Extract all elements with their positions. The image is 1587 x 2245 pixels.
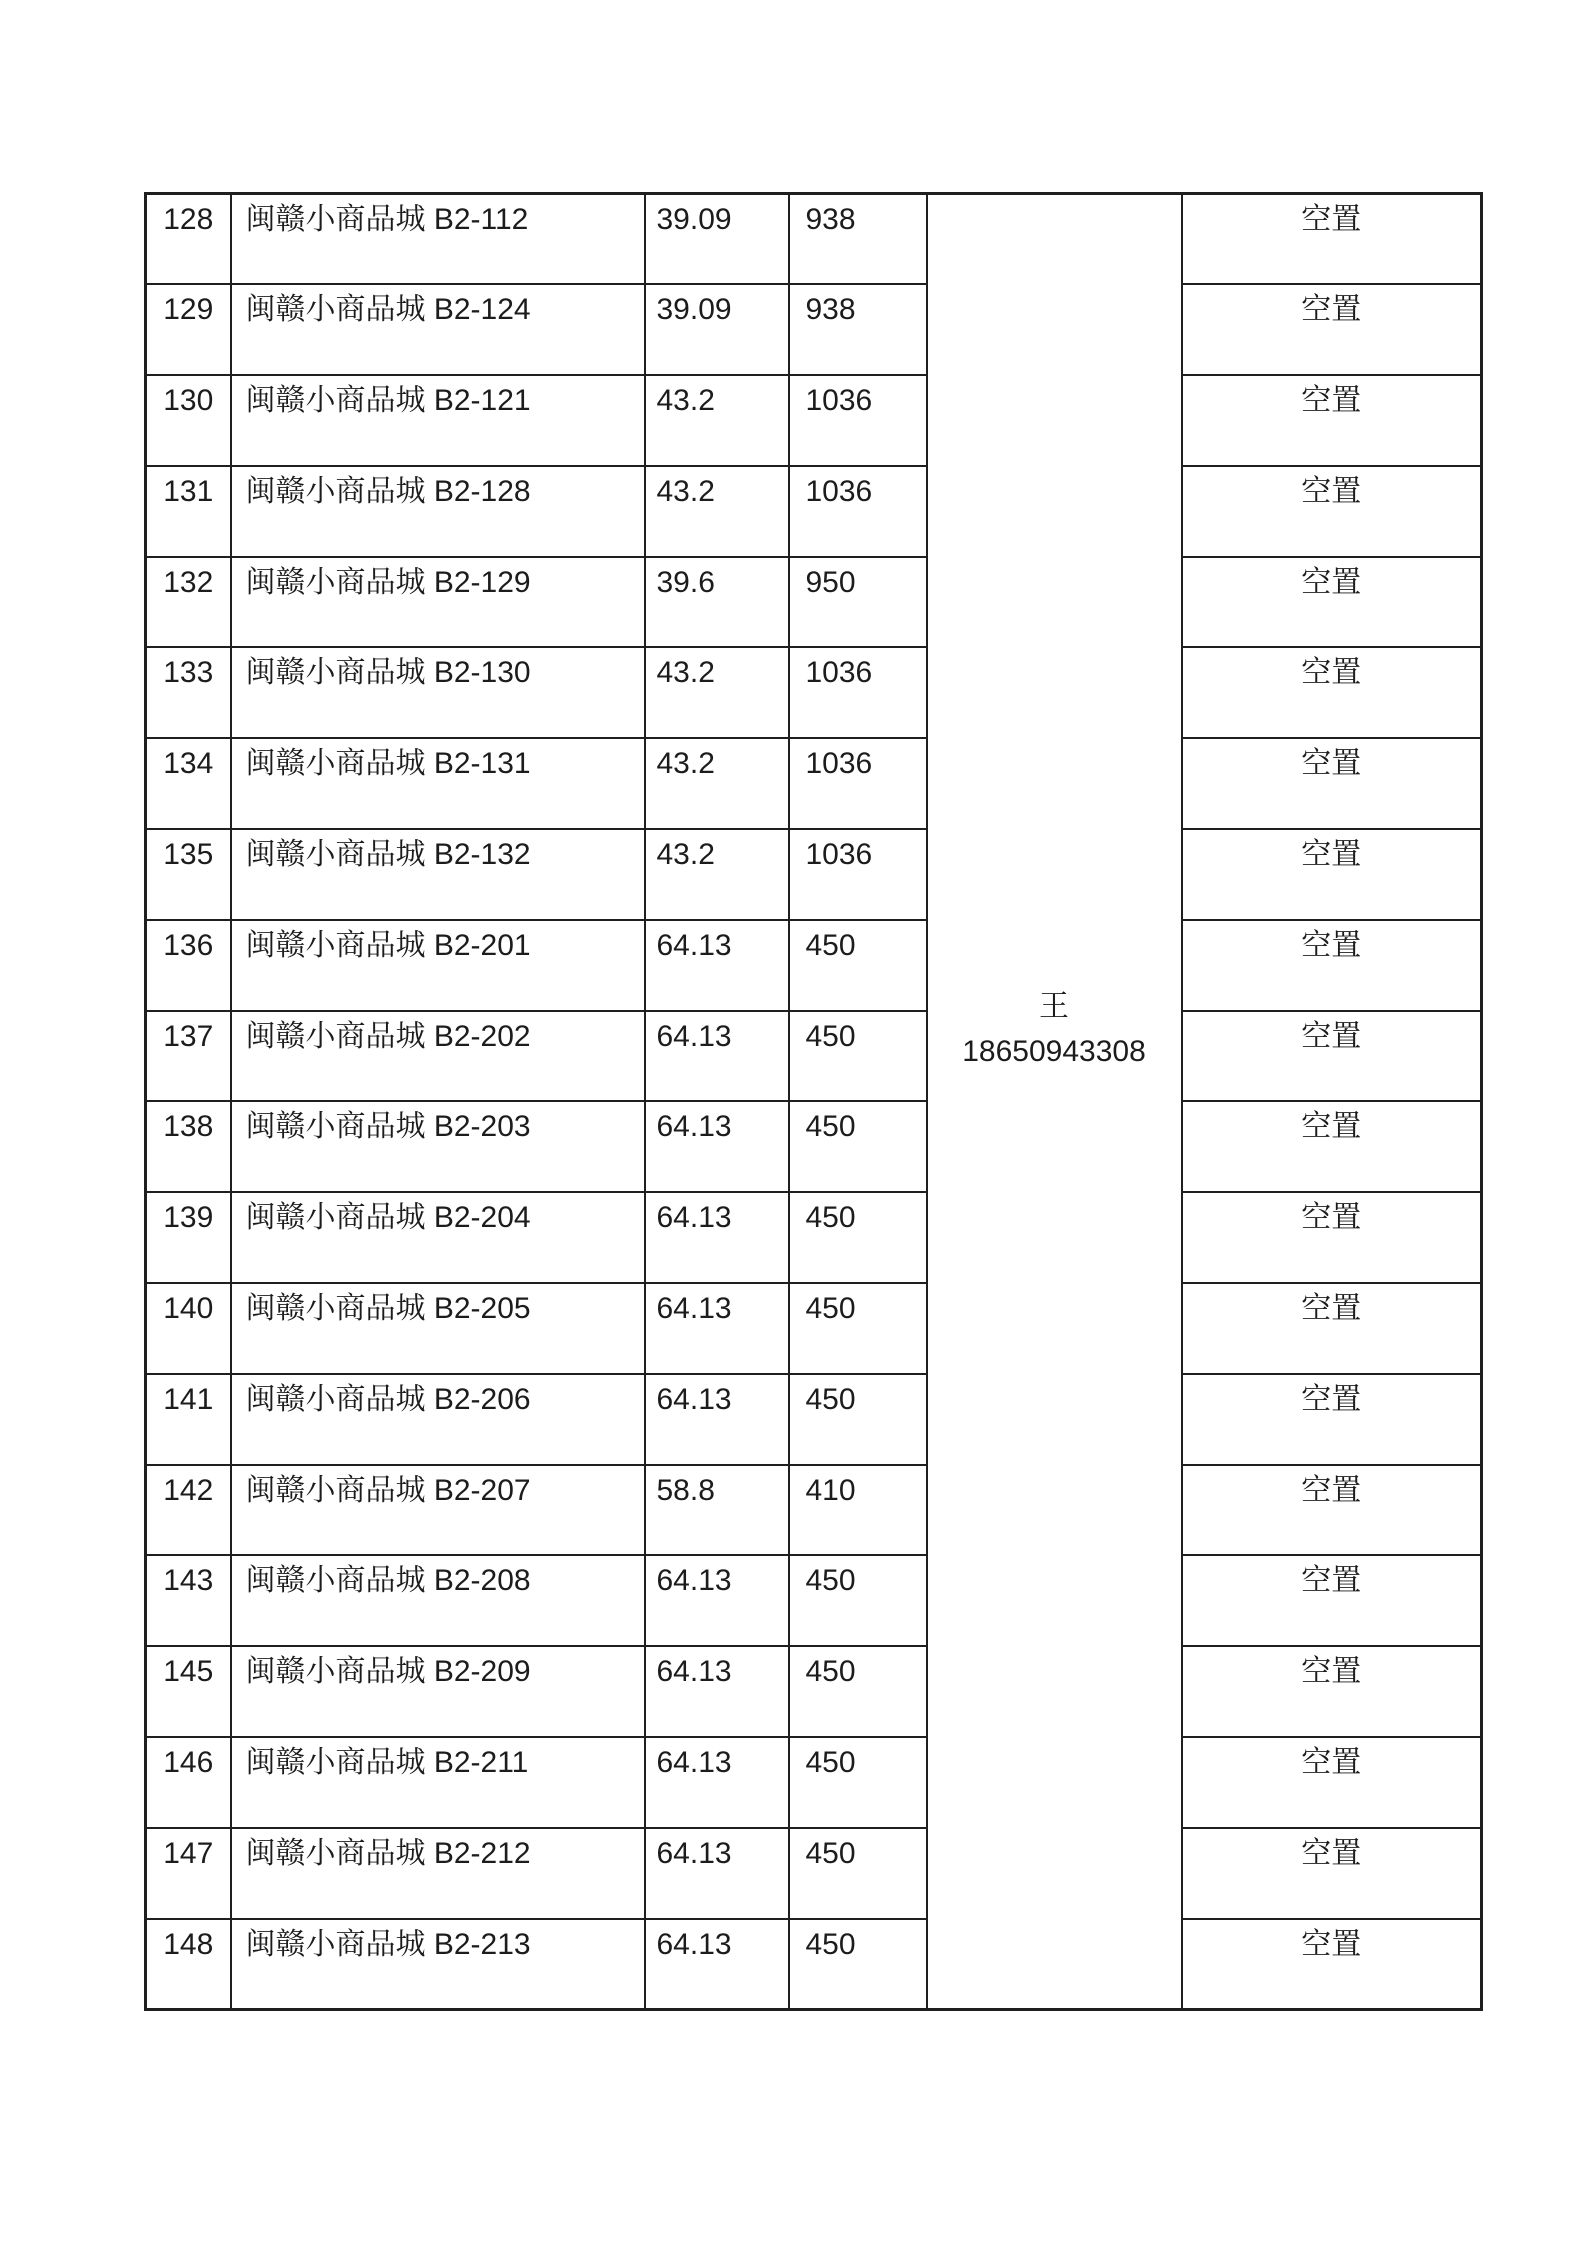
cell-status: 空置	[1182, 1646, 1482, 1737]
cell-property-name: 闽赣小商品城 B2-128	[231, 466, 645, 557]
table-row	[146, 1011, 1482, 1102]
table-row	[146, 194, 1482, 285]
cell-price: 450	[789, 1646, 927, 1737]
cell-status: 空置	[1182, 1828, 1482, 1919]
cell-status: 空置	[1182, 375, 1482, 466]
contact-block	[928, 984, 1181, 1074]
cell-area: 43.2	[645, 738, 789, 829]
cell-price: 450	[789, 1919, 927, 2010]
cell-row-number: 128	[146, 194, 231, 285]
cell-row-number: 140	[146, 1283, 231, 1374]
cell-row-number: 129	[146, 284, 231, 375]
cell-price: 950	[789, 557, 927, 648]
cell-property-name: 闽赣小商品城 B2-132	[231, 829, 645, 920]
cell-row-number: 143	[146, 1555, 231, 1646]
cell-row-number: 137	[146, 1011, 231, 1102]
cell-area: 64.13	[645, 1828, 789, 1919]
cell-status: 空置	[1182, 647, 1482, 738]
cell-property-name: 闽赣小商品城 B2-206	[231, 1374, 645, 1465]
table-row	[146, 829, 1482, 920]
cell-status: 空置	[1182, 829, 1482, 920]
cell-price: 450	[789, 1011, 927, 1102]
cell-area: 64.13	[645, 1011, 789, 1102]
cell-status: 空置	[1182, 194, 1482, 285]
cell-area: 39.09	[645, 194, 789, 285]
cell-status: 空置	[1182, 1374, 1482, 1465]
cell-row-number: 138	[146, 1101, 231, 1192]
cell-price: 938	[789, 194, 927, 285]
cell-price: 410	[789, 1465, 927, 1556]
cell-row-number: 135	[146, 829, 231, 920]
cell-property-name: 闽赣小商品城 B2-207	[231, 1465, 645, 1556]
cell-area: 43.2	[645, 375, 789, 466]
cell-area: 64.13	[645, 1555, 789, 1646]
cell-area: 39.09	[645, 284, 789, 375]
table-row	[146, 375, 1482, 466]
table-row	[146, 1737, 1482, 1828]
cell-price: 450	[789, 1283, 927, 1374]
cell-price: 1036	[789, 466, 927, 557]
cell-property-name: 闽赣小商品城 B2-131	[231, 738, 645, 829]
cell-row-number: 132	[146, 557, 231, 648]
table-row	[146, 1101, 1482, 1192]
cell-row-number: 141	[146, 1374, 231, 1465]
cell-price: 1036	[789, 738, 927, 829]
cell-contact-merged	[927, 194, 1182, 2010]
cell-row-number: 133	[146, 647, 231, 738]
cell-row-number: 145	[146, 1646, 231, 1737]
cell-property-name: 闽赣小商品城 B2-130	[231, 647, 645, 738]
cell-price: 450	[789, 1737, 927, 1828]
cell-status: 空置	[1182, 284, 1482, 375]
cell-row-number: 131	[146, 466, 231, 557]
cell-area: 64.13	[645, 1374, 789, 1465]
cell-area: 58.8	[645, 1465, 789, 1556]
table-row	[146, 557, 1482, 648]
cell-property-name: 闽赣小商品城 B2-129	[231, 557, 645, 648]
table-row	[146, 920, 1482, 1011]
cell-property-name: 闽赣小商品城 B2-124	[231, 284, 645, 375]
cell-row-number: 130	[146, 375, 231, 466]
cell-row-number: 146	[146, 1737, 231, 1828]
cell-status: 空置	[1182, 1011, 1482, 1102]
property-vacancy-table	[144, 192, 1483, 2011]
cell-status: 空置	[1182, 1101, 1482, 1192]
table-row	[146, 466, 1482, 557]
table-row	[146, 1465, 1482, 1556]
cell-property-name: 闽赣小商品城 B2-209	[231, 1646, 645, 1737]
cell-row-number: 134	[146, 738, 231, 829]
cell-area: 64.13	[645, 1283, 789, 1374]
cell-property-name: 闽赣小商品城 B2-201	[231, 920, 645, 1011]
cell-row-number: 139	[146, 1192, 231, 1283]
table-row	[146, 1192, 1482, 1283]
cell-property-name: 闽赣小商品城 B2-203	[231, 1101, 645, 1192]
table-row	[146, 1374, 1482, 1465]
cell-price: 1036	[789, 829, 927, 920]
table-row	[146, 1919, 1482, 2010]
cell-price: 450	[789, 1555, 927, 1646]
cell-area: 64.13	[645, 920, 789, 1011]
table-row	[146, 1646, 1482, 1737]
cell-row-number: 136	[146, 920, 231, 1011]
cell-row-number: 142	[146, 1465, 231, 1556]
cell-area: 64.13	[645, 1192, 789, 1283]
cell-area: 43.2	[645, 466, 789, 557]
cell-property-name: 闽赣小商品城 B2-204	[231, 1192, 645, 1283]
cell-status: 空置	[1182, 1192, 1482, 1283]
cell-status: 空置	[1182, 1737, 1482, 1828]
cell-property-name: 闽赣小商品城 B2-211	[231, 1737, 645, 1828]
cell-area: 64.13	[645, 1737, 789, 1828]
table-body	[146, 194, 1482, 2010]
cell-area: 64.13	[645, 1646, 789, 1737]
cell-price: 938	[789, 284, 927, 375]
cell-property-name: 闽赣小商品城 B2-112	[231, 194, 645, 285]
cell-price: 450	[789, 920, 927, 1011]
table-row	[146, 738, 1482, 829]
table-row	[146, 1828, 1482, 1919]
cell-price: 450	[789, 1192, 927, 1283]
cell-status: 空置	[1182, 557, 1482, 648]
cell-row-number: 147	[146, 1828, 231, 1919]
table-row	[146, 284, 1482, 375]
cell-status: 空置	[1182, 920, 1482, 1011]
cell-status: 空置	[1182, 738, 1482, 829]
cell-area: 43.2	[645, 829, 789, 920]
table-row	[146, 1555, 1482, 1646]
table-row	[146, 1283, 1482, 1374]
cell-property-name: 闽赣小商品城 B2-121	[231, 375, 645, 466]
cell-status: 空置	[1182, 1919, 1482, 2010]
cell-property-name: 闽赣小商品城 B2-208	[231, 1555, 645, 1646]
cell-property-name: 闽赣小商品城 B2-205	[231, 1283, 645, 1374]
cell-price: 450	[789, 1374, 927, 1465]
cell-area: 64.13	[645, 1919, 789, 2010]
cell-area: 64.13	[645, 1101, 789, 1192]
contact-phone: 18650943308	[962, 1035, 1146, 1069]
cell-price: 1036	[789, 375, 927, 466]
cell-status: 空置	[1182, 1465, 1482, 1556]
cell-row-number: 148	[146, 1919, 231, 2010]
contact-name: 王	[1039, 990, 1069, 1024]
cell-price: 1036	[789, 647, 927, 738]
cell-price: 450	[789, 1101, 927, 1192]
cell-property-name: 闽赣小商品城 B2-212	[231, 1828, 645, 1919]
table-row	[146, 647, 1482, 738]
cell-status: 空置	[1182, 1283, 1482, 1374]
cell-status: 空置	[1182, 466, 1482, 557]
cell-price: 450	[789, 1828, 927, 1919]
cell-status: 空置	[1182, 1555, 1482, 1646]
cell-area: 43.2	[645, 647, 789, 738]
cell-property-name: 闽赣小商品城 B2-213	[231, 1919, 645, 2010]
cell-property-name: 闽赣小商品城 B2-202	[231, 1011, 645, 1102]
cell-area: 39.6	[645, 557, 789, 648]
